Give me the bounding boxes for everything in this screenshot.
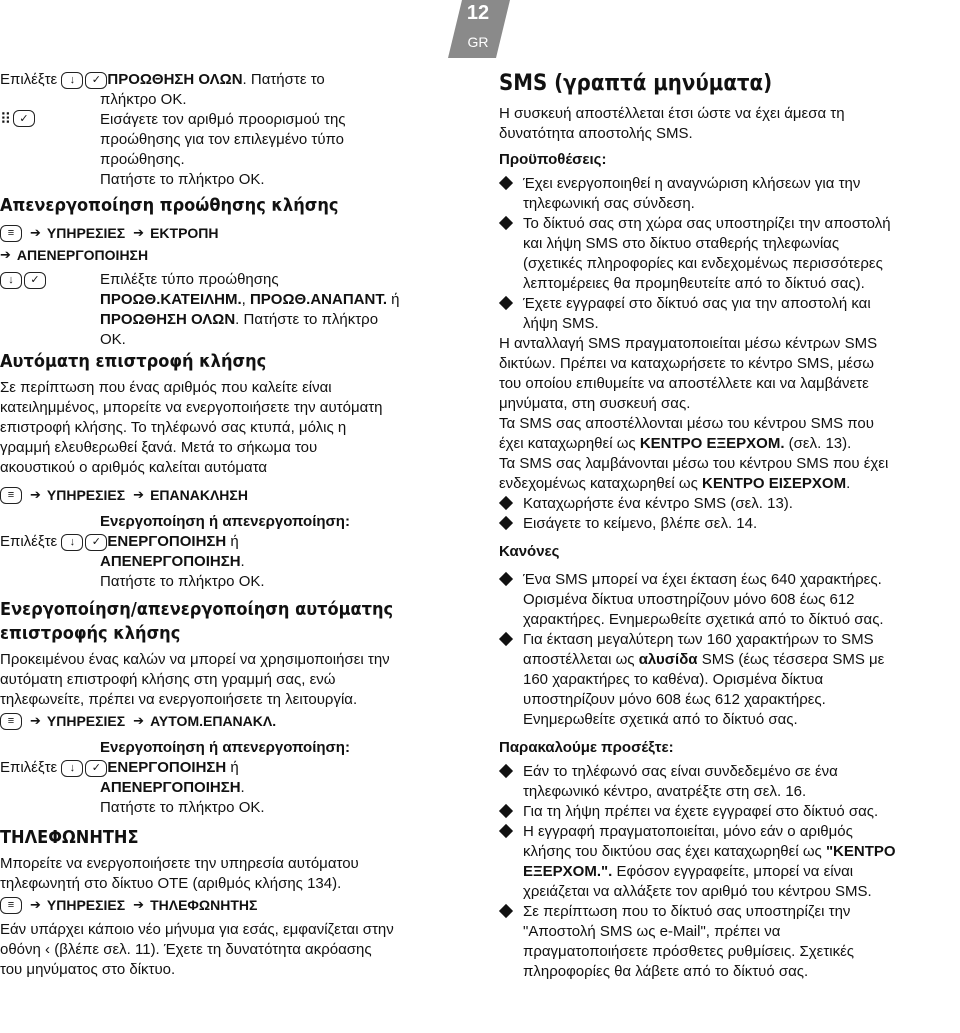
heading-answering-machine: ΤΗΛΕΦΩΝΗΤΗΣ — [0, 827, 139, 848]
sms-received-text: Τα SMS σας λαμβάνονται μέσω του κέντρου SMS που έχει ενδεχομένως καταχωρηθεί ως ΚΕΝΤΡΟ ΕΙΣΕΡΧΟΜ. — [499, 455, 889, 492]
down-key-icon: ↓ — [0, 272, 22, 289]
answering-machine-text: Μπορείτε να ενεργοποιήσετε την υπηρεσία αυτόματου τηλεφωνητή στο δίκτυο ΟΤΕ (αριθμός κλήσης 134). — [0, 855, 359, 892]
right-column — [499, 70, 954, 982]
sms-sent-text: Τα SMS σας αποστέλλονται μέσω του κέντρου SMS που έχει καταχωρηθεί ως ΚΕΝΤΡΟ ΕΞΕΡΧΟΜ. (σελ. 13). — [499, 415, 874, 452]
arrow-right-icon: ➔ — [30, 225, 41, 240]
sms-center-text: Η ανταλλαγή SMS πραγματοποιείται μέσω κέντρων SMS δικτύων. Πρέπει να καταχωρήσετε το κέντρο SMS, μέσω του οποίου επιθυμείτε να αποστέλλετε και να λαμβάνετε μηνύματα, στη συσκευή σας. — [499, 335, 878, 412]
list-item: Το δίκτυό σας στη χώρα σας υποστηρίζει την αποστολή και λήψη SMS στο δίκτυο σταθερής τηλεφωνίας (σχετικές πληροφορίες και ενδεχομένως περισσότερες λεπτομέρειες θα προμηθευτείτε από το δίκτυό σας). — [499, 214, 954, 294]
diamond-bullet-icon — [499, 804, 513, 818]
menu-path-forward: ≡ ➔ ΥΠΗΡΕΣΙΕΣ ➔ ΕΚΤΡΟΠΗ — [0, 222, 460, 244]
diamond-bullet-icon — [499, 904, 513, 918]
rules-list — [499, 570, 954, 730]
language-code: GR — [467, 34, 489, 50]
diamond-bullet-icon — [499, 216, 513, 230]
menu-key-icon: ≡ — [0, 897, 22, 914]
list-item: Έχετε εγγραφεί στο δίκτυό σας για την αποστολή και λήψη SMS. — [499, 294, 954, 334]
step-activate-callback: Επιλέξτε ↓ ✓ ΕΝΕΡΓΟΠΟΙΗΣΗ ή — [0, 533, 239, 550]
steps-list — [499, 494, 954, 534]
arrow-right-icon: ➔ — [133, 225, 145, 240]
diamond-bullet-icon — [499, 496, 513, 510]
menu-path-auto-redial: ≡ ➔ ΥΠΗΡΕΣΙΕΣ ➔ ΑΥΤΟΜ.ΕΠΑΝΑΚΛ. — [0, 710, 460, 732]
diamond-bullet-icon — [499, 572, 513, 586]
list-item: Έχει ενεργοποιηθεί η αναγνώριση κλήσεων για την τηλεφωνική σας σύνδεση. — [499, 174, 954, 214]
step-enter-number: ⠿ ✓ Εισάγετε τον αριθμό προορισμού της προώθησης για τον επιλεγμένο τύπο προώθησης. Πατήστε το πλήκτρο OK. — [0, 111, 346, 188]
menu-path-answering: ≡ ➔ ΥΠΗΡΕΣΙΕΣ ➔ ΤΗΛΕΦΩΝΗΤΗΣ — [0, 894, 460, 916]
heading-deactivate-forwarding: Απενεργοποίηση προώθησης κλήσης — [0, 195, 339, 216]
notes-list — [499, 762, 954, 982]
heading-toggle-callback: Ενεργοποίηση/απενεργοποίηση αυτόματης επιστροφής κλήσης — [0, 599, 394, 644]
arrow-right-icon: ➔ — [30, 897, 41, 912]
list-item: Για τη λήψη πρέπει να έχετε εγγραφεί στο δίκτυό σας. — [499, 802, 954, 822]
keypad-icon: ⠿ — [0, 111, 11, 129]
arrow-right-icon: ➔ — [133, 713, 145, 728]
arrow-right-icon: ➔ — [133, 897, 145, 912]
page-number: 12 — [466, 2, 490, 24]
menu-key-icon: ≡ — [0, 225, 22, 242]
diamond-bullet-icon — [499, 516, 513, 530]
heading-sms: SMS (γραπτά μηνύματα) — [499, 71, 773, 96]
left-column: Επιλέξτε ↓ ✓ ΠΡΟΩΘΗΣΗ ΟΛΩΝ. Πατήστε το πλήκτρο OK. ⠿ ✓ Εισάγετε τον αριθμό προορισμού της προώθησης για τον επιλεγμένο τύπο προώθησης. Πατήστε το πλήκτρο OK. Απενεργοποίηση προώθησης κλήσης ≡ ➔ ΥΠΗΡΕΣΙΕΣ ➔ ΕΚΤΡΟΠΗ ➔ ΑΠΕΝΕΡΓΟΠΟΙΗΣΗ ↓ ✓ Επιλέξτε τύπο προώθησης ΠΡΟΩΘ.ΚΑΤΕΙΛΗΜ., ΠΡΟΩΘ.ΑΝΑΠΑΝΤ. ή ΠΡΟΩΘΗΣΗ ΟΛΩΝ. Πατήστε το πλήκτρο OK. Αυτόματη επιστροφή κλήσης Σε περίπτωση που ένας αριθμός που καλείτε είναι κατειλημμένος, μπορείτε να ενεργοποιήσετε την αυτόματη επιστροφή κλήσης. Το τηλέφωνό σας κτυπά, μόλις η γραμμή ελευθερωθεί ξανά. Μετά το σήκωμα του ακουστικού ο αριθμός καλείται αυτόματα ≡ ➔ ΥΠΗΡΕΣΙΕΣ ➔ ΕΠΑΝΑΚΛΗΣΗ Ενεργοποίηση ή απενεργοποίηση: Επιλέξτε ↓ ✓ ΕΝΕΡΓΟΠΟΙΗΣΗ ή ΑΠΕΝΕΡΓΟΠΟΙΗΣΗ. Πατήστε το πλήκτρο OK. Ενεργοποίηση/απενεργοποίηση αυτόματης επιστροφής κλήσης Προκειμένου ένας καλών να μπορεί να χρησιμοποιήσει την αυτόματη επιστροφή κλήσης στη γραμμή σας, ενώ τηλεφωνείτε, πρέπει να ενεργοποιήσετε τη λειτουργία. ≡ ➔ ΥΠΗΡΕΣΙΕΣ ➔ ΑΥΤΟΜ.ΕΠΑΝΑΚΛ. Ενεργοποίηση ή απενεργοποίηση: Επιλέξτε ↓ ✓ ΕΝΕΡΓΟΠΟΙΗΣΗ ή ΑΠΕΝΕΡΓΟΠΟΙΗΣΗ. Πατήστε το πλήκτρο OK. ΤΗΛΕΦΩΝΗΤΗΣ Μπορείτε να ενεργοποιήσετε την υπηρεσία αυτόματου τηλεφωνητή στο δίκτυο ΟΤΕ (αριθμός κλήσης 134). ≡ ➔ ΥΠΗΡΕΣΙΕΣ ➔ ΤΗΛΕΦΩΝΗΤΗΣ Εάν υπάρχει κάποιο νέο μήνυμα για εσάς, εμφανίζεται στην οθόνη ‹ (βλέπε σελ. 11). Έχετε τη δυνατότητα ακρόασης του μηνύματος στο δίκτυο. — [0, 70, 460, 980]
step-activate-auto-redial: Επιλέξτε ↓ ✓ ΕΝΕΡΓΟΠΟΙΗΣΗ ή — [0, 759, 239, 776]
heading-prerequisites: Προϋποθέσεις: — [499, 151, 607, 168]
ok-check-icon: ✓ — [24, 272, 46, 289]
list-item: Καταχωρήστε ένα κέντρο SMS (σελ. 13). — [499, 494, 954, 514]
arrow-right-icon: ➔ — [133, 487, 145, 502]
diamond-bullet-icon — [499, 632, 513, 646]
list-item: Η εγγραφή πραγματοποιείται, μόνο εάν ο αριθμός κλήσης του δικτύου σας έχει καταχωρηθεί ως "ΚΕΝΤΡΟ ΕΞΕΡΧΟΜ.". Εφόσον εγγραφείτε, μπορεί να είναι χρειάζεται να αλλάξετε τον αριθμό του κέντρου SMS. — [499, 822, 954, 902]
step-select-forward-all: Επιλέξτε ↓ ✓ ΠΡΟΩΘΗΣΗ ΟΛΩΝ. Πατήστε το — [0, 71, 325, 88]
prerequisites-list — [499, 174, 954, 334]
diamond-bullet-icon — [499, 296, 513, 310]
heading-auto-callback: Αυτόματη επιστροφή κλήσης — [0, 351, 267, 372]
down-key-icon: ↓ — [61, 760, 83, 777]
list-item: Ένα SMS μπορεί να έχει έκταση έως 640 χαρακτήρες. Ορισμένα δίκτυα υποστηρίζουν μόνο 608 έως 612 χαρακτήρες. Ενημερωθείτε σχετικά από το δίκτυό σας. — [499, 570, 954, 630]
new-message-text: Εάν υπάρχει κάποιο νέο μήνυμα για εσάς, εμφανίζεται στην οθόνη ‹ (βλέπε σελ. 11). Έχετε τη δυνατότητα ακρόασης του μηνύματος στο δίκτυο. — [0, 921, 394, 978]
heading-please-note: Παρακαλούμε προσέξτε: — [499, 739, 674, 756]
menu-key-icon: ≡ — [0, 713, 22, 730]
diamond-bullet-icon — [499, 824, 513, 838]
sms-intro: Η συσκευή αποστέλλεται έτσι ώστε να έχει άμεσα τη δυνατότητα αποστολής SMS. — [499, 105, 845, 142]
step-select-type: ↓ ✓ Επιλέξτε τύπο προώθησης ΠΡΟΩΘ.ΚΑΤΕΙΛΗΜ., ΠΡΟΩΘ.ΑΝΑΠΑΝΤ. ή ΠΡΟΩΘΗΣΗ ΟΛΩΝ. Πατήστε το πλήκτρο OK. — [0, 270, 460, 350]
list-item: Για έκταση μεγαλύτερη των 160 χαρακτήρων το SMS αποστέλλεται ως αλυσίδα SMS (έως τέσσερα SMS με 160 χαρακτήρες το καθένα). Ορισμένα δίκτυα υποστηρίζουν μόνο 608 έως 612 χαρακτήρες. Ενημερωθείτε σχετικά από το δίκτυό σας. — [499, 630, 954, 730]
toggle-callback-text: Προκειμένου ένας καλών να μπορεί να χρησιμοποιήσει την αυτόματη επιστροφή κλήσης στη γραμμή σας, ενώ τηλεφωνείτε, πρέπει να ενεργοποιήσετε τη λειτουργία. — [0, 651, 390, 708]
arrow-right-icon: ➔ — [0, 247, 11, 262]
list-item: Εάν το τηλέφωνό σας είναι συνδεδεμένο σε ένα τηλεφωνικό κέντρο, ανατρέξτε στη σελ. 16. — [499, 762, 954, 802]
arrow-right-icon: ➔ — [30, 487, 41, 502]
auto-callback-text: Σε περίπτωση που ένας αριθμός που καλείτε είναι κατειλημμένος, μπορείτε να ενεργοποιήσετε την αυτόματη επιστροφή κλήσης. Το τηλέφωνό σας κτυπά, μόλις η γραμμή ελευθερωθεί ξανά. Μετά το σήκωμα του ακουστικού ο αριθμός καλείται αυτόματα — [0, 379, 383, 476]
arrow-right-icon: ➔ — [30, 713, 41, 728]
down-key-icon: ↓ — [61, 534, 83, 551]
menu-key-icon: ≡ — [0, 487, 22, 504]
ok-check-icon: ✓ — [13, 110, 35, 127]
nav-keys — [61, 72, 107, 89]
menu-path-callback: ≡ ➔ ΥΠΗΡΕΣΙΕΣ ➔ ΕΠΑΝΑΚΛΗΣΗ — [0, 484, 460, 506]
list-item: Σε περίπτωση που το δίκτυό σας υποστηρίζει την "Αποστολή SMS ως e-Mail", πρέπει να πραγματοποιήσετε πρόσθετες ρυθμίσεις. Σχετικές πληροφορίες θα λάβετε από το δίκτυό σας. — [499, 902, 954, 982]
heading-rules: Κανόνες — [499, 543, 560, 560]
ok-check-icon: ✓ — [85, 72, 107, 89]
ok-check-icon: ✓ — [85, 534, 107, 551]
down-key-icon: ↓ — [61, 72, 83, 89]
diamond-bullet-icon — [499, 764, 513, 778]
ok-check-icon: ✓ — [85, 760, 107, 777]
diamond-bullet-icon — [499, 176, 513, 190]
list-item: Εισάγετε το κείμενο, βλέπε σελ. 14. — [499, 514, 954, 534]
